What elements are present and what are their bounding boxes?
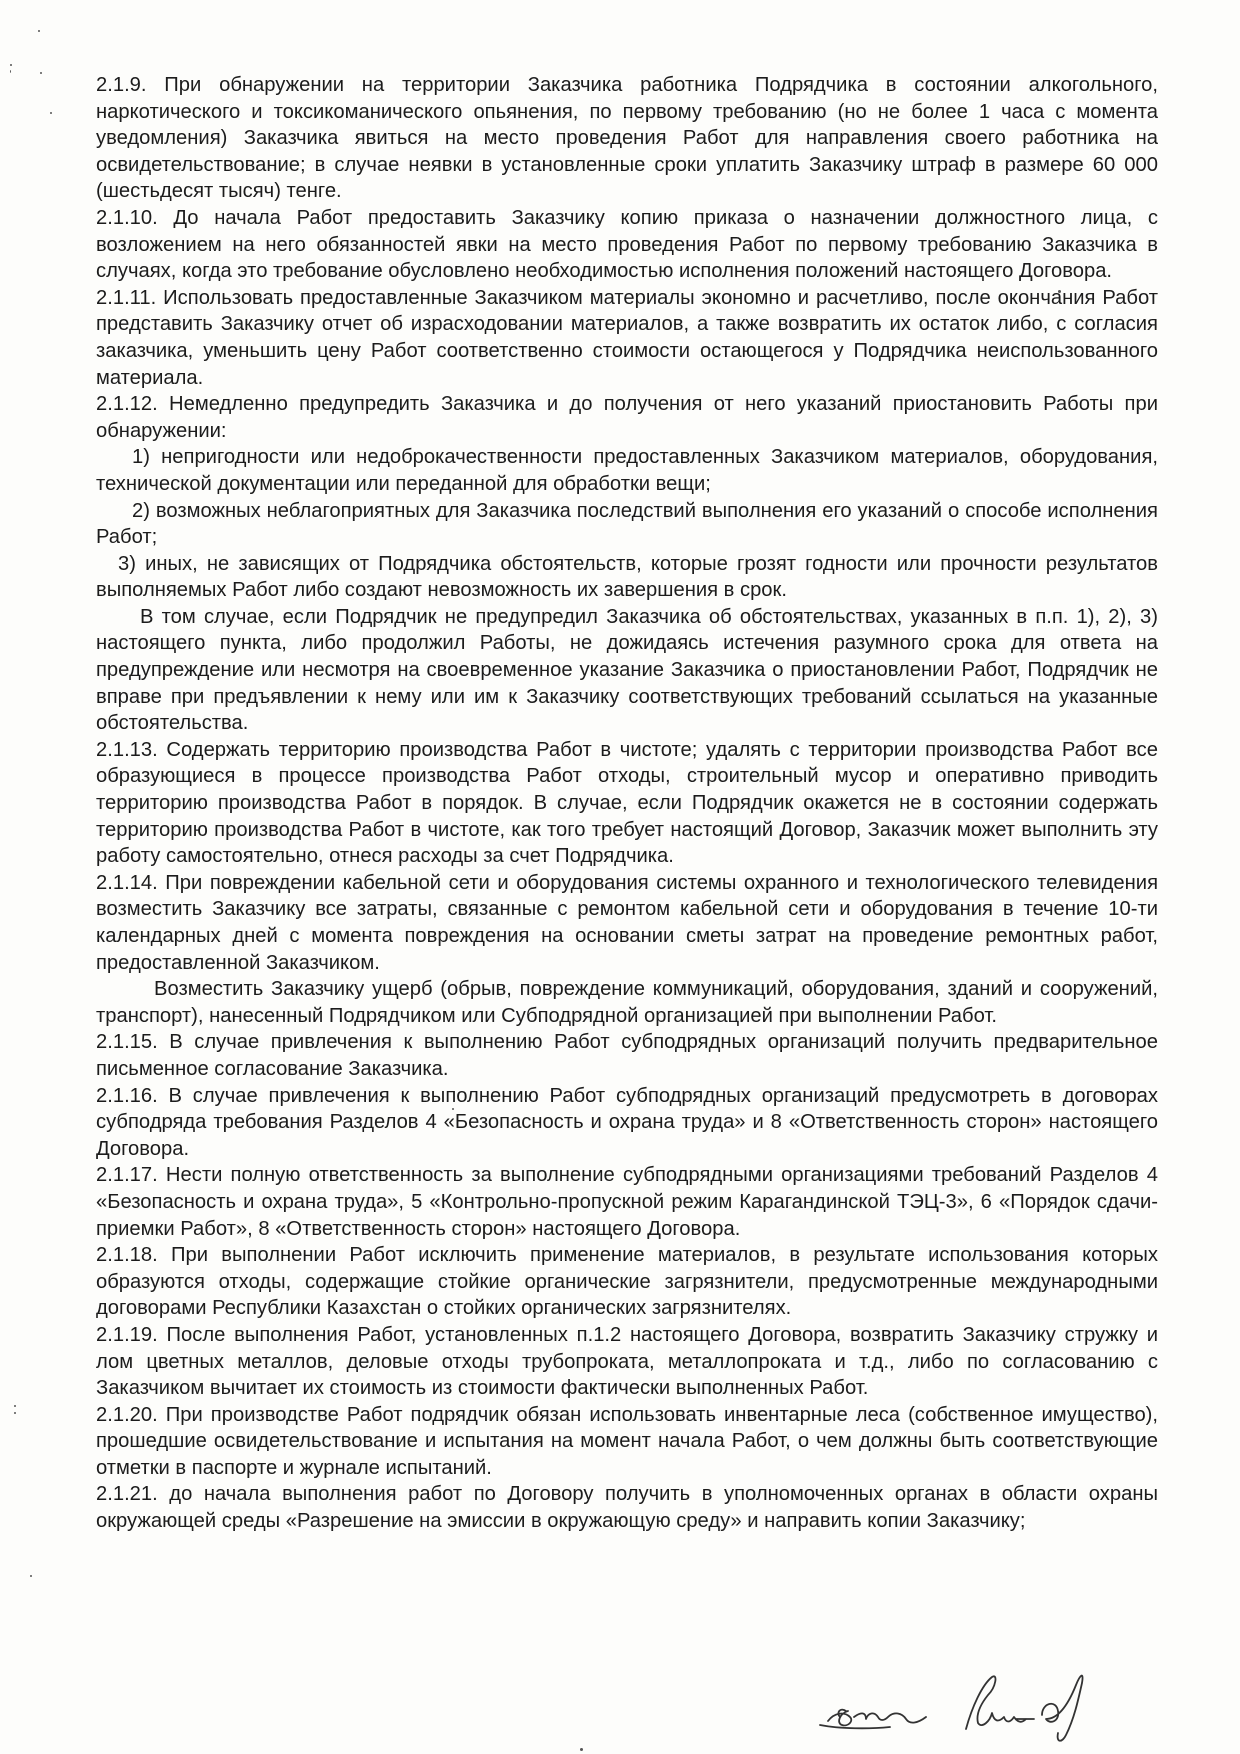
paragraph-2-1-11: 2.1.11. Использовать предоставленные Заказчиком материалы экономно и расчетливо, после окончания Работ представить Заказчику отчет об израсходовании материалов, а также возвратить их остаток либо, с согласия заказчика, уменьшить цену Работ соответственно стоимости остающегося у Подрядчика неиспользованного материала. bbox=[96, 286, 1158, 389]
paragraph-2-1-14-b: Возместить Заказчику ущерб (обрыв, повреждение коммуникаций, оборудования, зданий и сооружений, транспорт), нанесенный Подрядчиком или Субподрядной организацией при выполнении Работ. bbox=[96, 978, 1158, 1027]
paragraph-2-1-18: 2.1.18. При выполнении Работ исключить применение материалов, в результате использования которых образуются отходы, содержащие стойкие органические загрязнители, предусмотренные международными договорами Республики Казахстан о стойких органических загрязнителях. bbox=[96, 1244, 1158, 1320]
paragraph-2-1-14: 2.1.14. При повреждении кабельной сети и оборудования системы охранного и технологического телевидения возместить Заказчику все затраты, связанные с ремонтом кабельной сети и оборудования в течение 10-ти календарных дней с момента повреждения на основании сметы затрат на проведение ремонтных работ, предоставленной Заказчиком. bbox=[96, 871, 1158, 974]
paragraph-2-1-15: 2.1.15. В случае привлечения к выполнению Работ субподрядных организаций получить предварительное письменное согласование Заказчика. bbox=[96, 1031, 1158, 1080]
paragraph-2-1-12: 2.1.12. Немедленно предупредить Заказчика и до получения от него указаний приостановить Работы при обнаружении: bbox=[96, 393, 1158, 442]
signatures-image bbox=[810, 1655, 1140, 1747]
paragraph-2-1-10: 2.1.10. До начала Работ предоставить Заказчику копию приказа о назначении должностного лица, с возложением на него обязанностей явки на место проведения Работ по первому требованию Заказчика в случаях, когда это требование обусловлено необходимостью исполнения положений настоящего Договора. bbox=[96, 206, 1158, 283]
paragraph-2-1-16: 2.1.16. В случае привлечения к выполнению Работ субподрядных организаций предусмотреть в договорах субподряда требования Разделов 4 «Безопасность и охрана труда» и 8 «Ответственность сторон» настоящего Договора. bbox=[96, 1084, 1158, 1160]
document-body bbox=[96, 72, 1158, 1535]
paragraph-2-1-17: 2.1.17. Нести полную ответственность за выполнение субподрядными организациями требований Разделов 4 «Безопасность и охрана труда», 5 «Контрольно-пропускной режим Карагандинской ТЭЦ-3», 6 «Порядок сдачи-приемки Работ», 8 «Ответственность сторон» настоящего Договора. bbox=[96, 1164, 1158, 1240]
paragraph-2-1-21: 2.1.21. до начала выполнения работ по Договору получить в уполномоченных органах в области охраны окружающей среды «Разрешение на эмиссии в окружающую среду» и направить копии Заказчику; bbox=[96, 1483, 1158, 1533]
paragraph-2-1-13: 2.1.13. Содержать территорию производства Работ в чистоте; удалять с территории производства Работ все образующиеся в процессе производства Работ отходы, строительный мусор и оперативно приводить территорию производства Работ в порядок. В случае, если Подрядчик окажется не в состоянии содержать территорию производства Работ в чистоте, как того требует настоящий Договор, Заказчик может выполнить эту работу самостоятельно, отнеся расходы за счет Подрядчика. bbox=[96, 738, 1158, 868]
paragraph-2-1-9: 2.1.9. При обнаружении на территории Заказчика работника Подрядчика в состоянии алкогольного, наркотического и токсикоманического опьянения, по первому требованию (но не более 1 часа с момента уведомления) Заказчика явиться на место проведения Работ для направления своего работника на освидетельствование; в случае неявки в установленные сроки уплатить Заказчику штраф в размере 60 000 (шестьдесят тысяч) тенге. bbox=[96, 74, 1158, 203]
paragraph-2-1-12-note: В том случае, если Подрядчик не предупредил Заказчика об обстоятельствах, указанных в п.п. 1), 2), 3) настоящего пункта, либо продолжил Работы, не дожидаясь истечения разумного срока для ответа на предупреждение или несмотря на своевременное указание Заказчика о приостановлении Работ, Подрядчик не вправе при предъявлении к нему или им к Заказчику соответствующих требований ссылаться на указанные обстоятельства. bbox=[96, 605, 1158, 735]
paragraph-2-1-12-2: 2) возможных неблагоприятных для Заказчика последствий выполнения его указаний о способе исполнения Работ; bbox=[96, 499, 1158, 549]
paragraph-2-1-20: 2.1.20. При производстве Работ подрядчик обязан использовать инвентарные леса (собственное имущество), прошедшие освидетельствование и испытания на момент начала Работ, о чем должны быть соответствующие отметки в паспорте и журнале испытаний. bbox=[96, 1403, 1158, 1479]
paragraph-2-1-19: 2.1.19. После выполнения Работ, установленных п.1.2 настоящего Договора, возвратить Заказчику стружку и лом цветных металлов, деловые отходы трубопроката, металлопроката и т.д., либо по согласованию с Заказчиком вычитает их стоимость из стоимости фактически выполненных Работ. bbox=[96, 1323, 1158, 1400]
paragraph-2-1-12-1: 1) непригодности или недоброкачественности предоставленных Заказчиком материалов, оборудования, технической документации или переданной для обработки вещи; bbox=[96, 446, 1158, 495]
paragraph-2-1-12-3: 3) иных, не зависящих от Подрядчика обстоятельств, которые грозят годности или прочности результатов выполняемых Работ либо создают невозможность их завершения в срок. bbox=[96, 552, 1158, 602]
